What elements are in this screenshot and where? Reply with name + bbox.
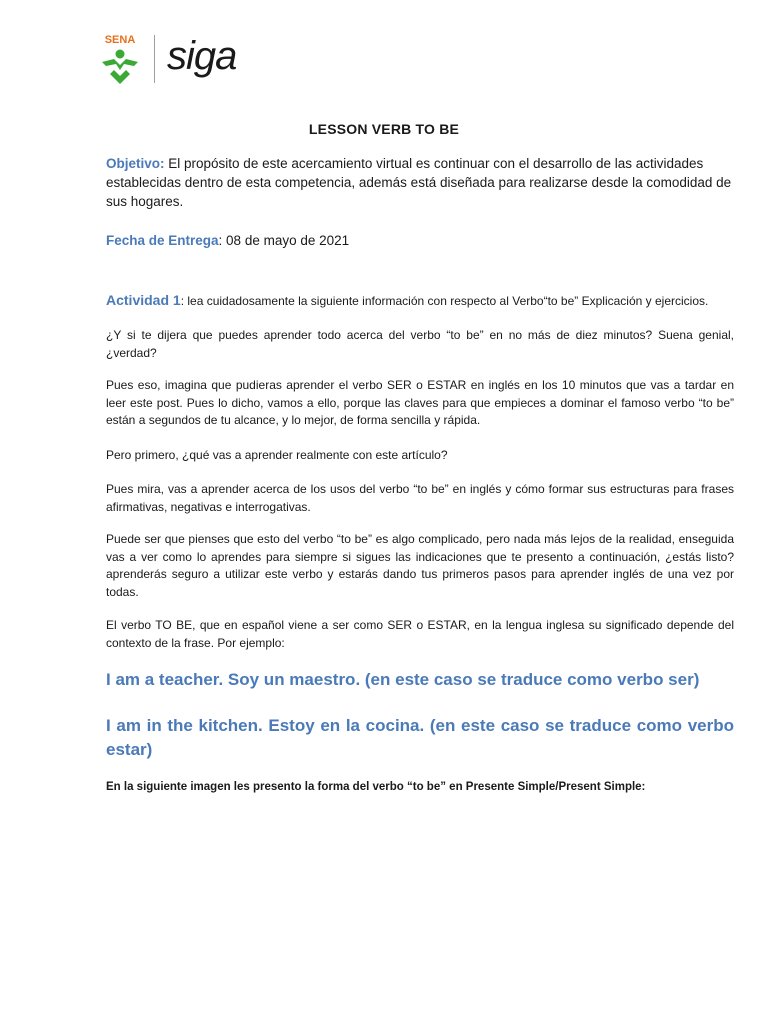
objetivo-label: Objetivo:: [106, 156, 165, 171]
example-ser: I am a teacher. Soy un maestro. (en este caso se traduce como verbo ser): [106, 670, 700, 689]
sena-logo-icon: [94, 32, 146, 86]
page-title: LESSON VERB TO BE: [308, 121, 460, 137]
paragraph: ¿Y si te dijera que puedes aprender todo acerca del verbo “to be” en no más de diez minutos? Suena genial, ¿verdad?: [106, 328, 734, 360]
actividad-paragraph: [106, 292, 734, 311]
paragraph: Puede ser que pienses que esto del verbo “to be” es algo complicado, pero nada más lejos de la realidad, enseguida vas a ver como lo aprendes para siempre si sigues las indicaciones que te presento a continuación, ¿estás listo?aprenderás seguro a utilizar este verbo y estarás dando tus primeros pasos para aprender inglés de una vez por todas.: [106, 532, 734, 599]
objetivo-paragraph: [106, 154, 734, 211]
present-simple-note: En la siguiente imagen les presento la forma del verbo “to be” en Presente Simple/Present Simple:: [106, 781, 646, 793]
paragraph: Pues mira, vas a aprender acerca de los usos del verbo “to be” en inglés y cómo formar sus estructuras para frases afirmativas, negativas e interrogativas.: [106, 482, 734, 514]
example-estar: I am in the kitchen. Estoy en la cocina. (en este caso se traduce como verbo estar): [106, 716, 734, 759]
paragraph: El verbo TO BE, que en español viene a ser como SER o ESTAR, en la lengua inglesa su significado depende del contexto de la frase. Por ejemplo:: [106, 618, 734, 650]
logo-divider: [154, 35, 155, 83]
actividad-label: Actividad 1: [106, 292, 181, 308]
paragraph: Pues eso, imagina que pudieras aprender el verbo SER o ESTAR en inglés en los 10 minutos que vas a tardar en leer este post. Pues lo dicho, vamos a ello, porque las claves para que empieces a dominar el famoso verbo “to be” están a segundos de tu alcance, y lo mejor, de forma sencilla y rápida.: [106, 378, 734, 427]
sena-logo: [94, 32, 146, 86]
fecha-label: Fecha de Entrega: [106, 233, 219, 248]
header-logos: [94, 32, 236, 86]
siga-logo: siga: [167, 34, 237, 78]
svg-text:SENA: SENA: [104, 34, 136, 46]
objetivo-text: El propósito de este acercamiento virtual es continuar con el desarrollo de las actividades establecidas dentro de esta competencia, además está diseñada para realizarse desde la comodidad de sus hogares.: [106, 156, 732, 209]
fecha-text: : 08 de mayo de 2021: [218, 233, 350, 248]
paragraph: Pero primero, ¿qué vas a aprender realmente con este artículo?: [106, 448, 448, 462]
actividad-text: : lea cuidadosamente la siguiente información con respecto al Verbo“to be” Explicación y ejercicios.: [180, 294, 709, 308]
fecha-paragraph: [106, 231, 734, 250]
